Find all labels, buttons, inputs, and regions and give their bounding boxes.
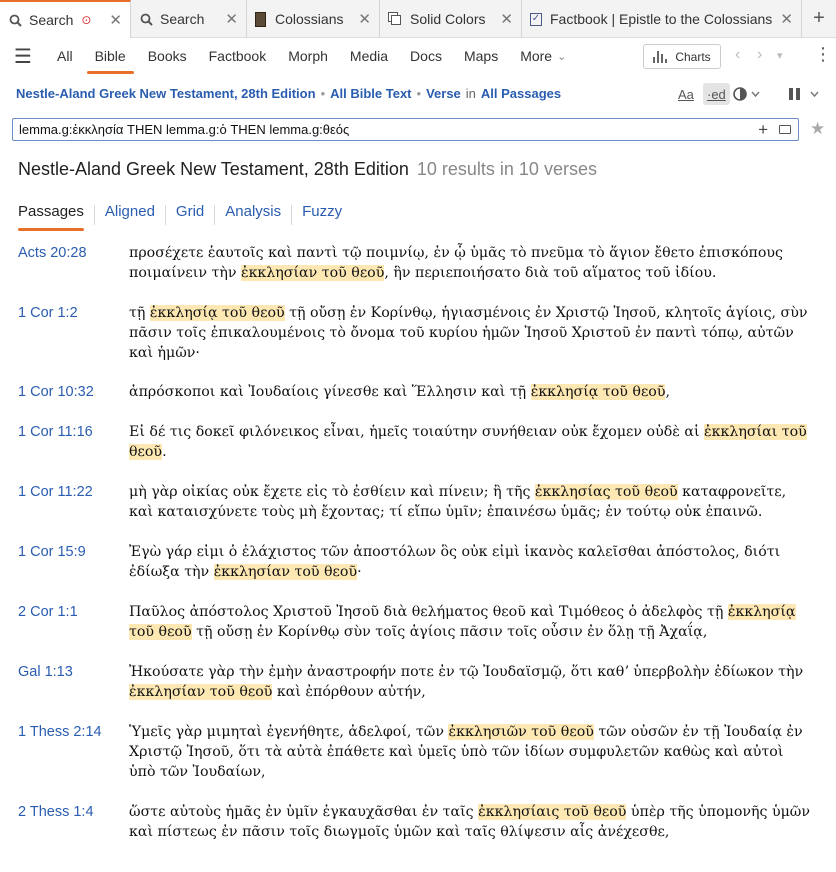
results-title xyxy=(18,159,597,180)
result-row xyxy=(18,482,818,522)
tab-search-active[interactable] xyxy=(0,0,131,38)
tab-label: Search xyxy=(160,11,205,27)
verse-reference-link[interactable]: Gal 1:13 xyxy=(18,664,73,680)
nav-more-label: More xyxy=(520,48,553,64)
nav-books[interactable]: Books xyxy=(147,48,187,64)
menu-icon[interactable]: ☰ xyxy=(14,45,32,68)
verse-text-segment: , ἣν περιεποιήσατο διὰ τοῦ αἵματος τοῦ ἰδίου. xyxy=(384,265,717,281)
highlight-palette-icon[interactable] xyxy=(733,83,761,105)
search-hit-highlight[interactable]: ἐκκλησίᾳ τοῦ θεοῦ xyxy=(129,604,796,640)
verse-text-segment: Ἠκούσατε γὰρ τὴν ἐμὴν ἀναστροφήν ποτε ἐν τῷ Ἰουδαϊσμῷ, ὅτι καθʼ ὑπερβολὴν ἐδίωκον τὴν xyxy=(129,664,804,680)
tab-label: Colossians xyxy=(275,11,344,27)
verse-reference-link[interactable]: 1 Cor 15:9 xyxy=(18,544,86,560)
verse-text-segment: μὴ γὰρ οἰκίας οὐκ ἔχετε εἰς τὸ ἐσθίειν καὶ πίνειν; ἢ τῆς xyxy=(129,484,535,500)
verse-text-segment: τῇ xyxy=(129,305,150,321)
verse-reference-link[interactable]: 2 Cor 1:1 xyxy=(18,604,78,620)
result-row xyxy=(18,542,818,582)
bar-chart-icon xyxy=(653,51,667,63)
search-hit-highlight[interactable]: ἐκκλησίᾳ τοῦ θεοῦ xyxy=(149,305,285,321)
result-row xyxy=(18,382,818,402)
tab-search[interactable] xyxy=(131,0,247,38)
nav-morph[interactable]: Morph xyxy=(288,48,328,64)
record-icon[interactable]: ⊙ xyxy=(81,13,92,27)
result-row xyxy=(18,243,818,283)
add-term-icon[interactable]: + xyxy=(758,120,768,139)
charts-button[interactable] xyxy=(643,44,721,69)
verse-text xyxy=(129,243,814,283)
search-icon xyxy=(8,13,22,27)
verse-text xyxy=(129,662,814,702)
verse-text xyxy=(129,482,814,522)
crumb-range[interactable]: All Passages xyxy=(480,86,562,101)
close-icon[interactable]: ✕ xyxy=(225,11,238,28)
verse-text-segment: . xyxy=(162,444,167,460)
panel-layout-icon[interactable] xyxy=(788,83,822,105)
resource-type-bar xyxy=(0,38,836,74)
verse-reference-link[interactable]: 1 Cor 10:32 xyxy=(18,384,94,400)
close-icon[interactable]: ✕ xyxy=(109,12,122,29)
verse-text-segment: · xyxy=(357,564,362,580)
verse-reference-link[interactable]: Acts 20:28 xyxy=(18,245,87,261)
verse-text xyxy=(129,382,814,402)
verse-text xyxy=(129,722,814,782)
close-icon[interactable]: ✕ xyxy=(780,11,793,28)
verse-text xyxy=(129,602,814,642)
tab-colossians[interactable] xyxy=(247,0,380,38)
tab-passages[interactable]: Passages xyxy=(18,203,84,227)
tab-analysis[interactable]: Analysis xyxy=(225,203,282,220)
charts-label: Charts xyxy=(675,49,711,64)
nav-all[interactable]: All xyxy=(57,48,73,64)
verse-text-segment: ὑπὲρ τῆς ὑπομονῆς ὑμῶν καὶ πίστεως ἐν πᾶσιν τοῖς διωγμοῖς ὑμῶν καὶ ταῖς θλίψεσιν αἷς ἀνέχεσθε, xyxy=(129,804,810,840)
checkbox-icon: ✓ xyxy=(531,12,541,24)
search-hit-highlight[interactable]: ἐκκλησιῶν τοῦ θεοῦ xyxy=(448,724,594,740)
nav-media[interactable]: Media xyxy=(349,48,389,64)
verse-text-segment: Ὑμεῖς γὰρ μιμηταὶ ἐγενήθητε, ἀδελφοί, τῶν xyxy=(129,724,449,740)
forward-arrow-icon[interactable]: › xyxy=(757,46,763,63)
verse-text-segment: ὥστε αὐτοὺς ἡμᾶς ἐν ὑμῖν ἐγκαυχᾶσθαι ἐν ταῖς xyxy=(129,804,479,820)
search-hit-highlight[interactable]: ἐκκλησίαι τοῦ θεοῦ xyxy=(129,424,807,460)
tab-label: Factbook | Epistle to the Colossians xyxy=(550,11,773,27)
tab-grid[interactable]: Grid xyxy=(175,203,205,220)
search-hit-highlight[interactable]: ἐκκλησίᾳ τοῦ θεοῦ xyxy=(530,384,666,400)
add-tab-button[interactable]: + xyxy=(813,7,825,29)
result-row xyxy=(18,602,818,642)
verse-text xyxy=(129,542,814,582)
verse-text-segment: τῶν οὐσῶν ἐν τῇ Ἰουδαίᾳ ἐν Χριστῷ Ἰησοῦ, ὅτι τὰ αὐτὰ ἐπάθετε καὶ ὑμεῖς ὑπὸ τῶν ἰδίων συμφυλετῶν καθὼς καὶ αὐτοὶ ὑπὸ τῶν Ἰουδαίων, xyxy=(129,724,803,780)
verse-text-segment: καταφρονεῖτε, καὶ καταισχύνετε τοὺς μὴ ἔχοντας; τί εἴπω ὑμῖν; ἐπαινέσω ὑμᾶς; ἐν τούτῳ οὐκ ἐπαινῶ. xyxy=(129,484,787,520)
crumb-text-scope[interactable]: All Bible Text xyxy=(330,86,412,101)
verse-reference-link[interactable]: 1 Cor 11:22 xyxy=(18,484,93,500)
search-hit-highlight[interactable]: ἐκκλησίαν τοῦ θεοῦ xyxy=(240,265,385,281)
results-resource: Nestle-Aland Greek New Testament, 28th Edition xyxy=(18,159,409,179)
tab-aligned[interactable]: Aligned xyxy=(104,203,155,220)
keyboard-icon[interactable] xyxy=(779,125,791,134)
close-icon[interactable]: ✕ xyxy=(358,11,371,28)
result-row xyxy=(18,662,818,702)
results-count: 10 results in 10 verses xyxy=(416,159,597,179)
visual-filter-button[interactable]: ·ed xyxy=(703,83,730,105)
more-options-icon[interactable]: ⋮ xyxy=(814,44,832,64)
crumb-unit[interactable]: Verse xyxy=(426,86,461,101)
verse-text-segment: Ἐγὼ γάρ εἰμι ὁ ἐλάχιστος τῶν ἀποστόλων ὃς οὐκ εἰμὶ ἱκανὸς καλεῖσθαι ἀπόστολος, διότι ἐδίωξα τὴν xyxy=(129,544,781,580)
search-hit-highlight[interactable]: ἐκκλησίας τοῦ θεοῦ xyxy=(534,484,678,500)
tab-solid-colors[interactable] xyxy=(380,0,522,38)
result-row xyxy=(18,303,818,363)
favorite-star-icon[interactable]: ★ xyxy=(810,119,826,138)
verse-text-segment: , xyxy=(665,384,670,400)
result-row xyxy=(18,722,818,782)
text-display-options-button[interactable]: Aa xyxy=(678,86,694,102)
stack-icon xyxy=(388,12,402,26)
nav-more[interactable] xyxy=(509,38,577,74)
verse-text xyxy=(129,303,814,363)
search-query: lemma.g:ἐκκλησία THEN lemma.g:ὁ THEN lemma.g:θεός xyxy=(19,122,350,137)
chevron-down-icon: ⌄ xyxy=(557,50,567,63)
search-hit-highlight[interactable]: ἐκκλησίαν τοῦ θεοῦ xyxy=(213,564,358,580)
search-hit-highlight[interactable]: ἐκκλησίαν τοῦ θεοῦ xyxy=(129,684,273,700)
verse-reference-link[interactable]: 1 Thess 2:14 xyxy=(18,724,102,740)
verse-text-segment: τῇ οὔσῃ ἐν Κορίνθῳ, ἡγιασμένοις ἐν Χριστῷ Ἰησοῦ, κλητοῖς ἁγίοις, σὺν πᾶσιν τοῖς ἐπικαλουμένοις τὸ ὄνομα τοῦ κυρίου ἡμῶν Ἰησοῦ Χριστοῦ ἐν παντὶ τόπῳ, αὐτῶν καὶ ἡμῶν· xyxy=(129,305,808,361)
view-tabs xyxy=(18,203,342,227)
nav-docs[interactable]: Docs xyxy=(410,48,442,64)
verse-text-segment: τῇ οὔσῃ ἐν Κορίνθῳ σὺν τοῖς ἁγίοις πᾶσιν τοῖς οὖσιν ἐν ὅλῃ τῇ Ἀχαΐᾳ, xyxy=(191,624,708,640)
verse-text-segment: ἀπρόσκοποι καὶ Ἰουδαίοις γίνεσθε καὶ Ἕλλησιν καὶ τῇ xyxy=(129,384,531,400)
close-icon[interactable]: ✕ xyxy=(500,11,513,28)
tab-bar xyxy=(0,0,836,38)
book-icon xyxy=(255,12,266,27)
nav-factbook[interactable]: Factbook xyxy=(208,48,267,64)
tab-fuzzy[interactable]: Fuzzy xyxy=(302,203,343,220)
search-hit-highlight[interactable]: ἐκκλησίαις τοῦ θεοῦ xyxy=(478,804,627,820)
crumb-resource[interactable]: Nestle-Aland Greek New Testament, 28th Edition xyxy=(16,86,316,101)
nav-maps[interactable]: Maps xyxy=(463,48,499,64)
verse-text xyxy=(129,802,814,842)
history-dropdown-icon[interactable]: ▾ xyxy=(777,50,783,62)
verse-text-segment: Παῦλος ἀπόστολος Χριστοῦ Ἰησοῦ διὰ θελήματος θεοῦ καὶ Τιμόθεος ὁ ἀδελφὸς τῇ xyxy=(129,604,728,620)
result-row xyxy=(18,802,818,842)
crumb-in: in xyxy=(465,86,476,101)
tab-label: Search xyxy=(29,12,74,28)
verse-text-segment: καὶ ἐπόρθουν αὐτήν, xyxy=(272,684,426,700)
result-row xyxy=(18,422,818,462)
results-list xyxy=(18,243,818,842)
breadcrumb: Nestle-Aland Greek New Testament, 28th Edition • All Bible Text • Verse in All Passages xyxy=(16,86,562,101)
tab-label: Solid Colors xyxy=(410,11,486,27)
search-icon xyxy=(139,12,153,26)
tab-factbook[interactable] xyxy=(522,0,802,38)
verse-text-segment: προσέχετε ἑαυτοῖς καὶ παντὶ τῷ ποιμνίῳ, ἐν ᾧ ὑμᾶς τὸ πνεῦμα τὸ ἅγιον ἔθετο ἐπισκόπους ποιμαίνειν τὴν xyxy=(129,245,783,281)
verse-reference-link[interactable]: 1 Cor 11:16 xyxy=(18,424,93,440)
verse-text-segment: Εἰ δέ τις δοκεῖ φιλόνεικος εἶναι, ἡμεῖς τοιαύτην συνήθειαν οὐκ ἔχομεν οὐδὲ αἱ xyxy=(129,424,705,440)
verse-reference-link[interactable]: 1 Cor 1:2 xyxy=(18,305,78,321)
back-arrow-icon[interactable]: ‹ xyxy=(735,46,741,63)
verse-text xyxy=(129,422,814,462)
search-input[interactable] xyxy=(12,118,799,141)
nav-bible[interactable]: Bible xyxy=(84,38,137,74)
verse-reference-link[interactable]: 2 Thess 1:4 xyxy=(18,804,94,820)
